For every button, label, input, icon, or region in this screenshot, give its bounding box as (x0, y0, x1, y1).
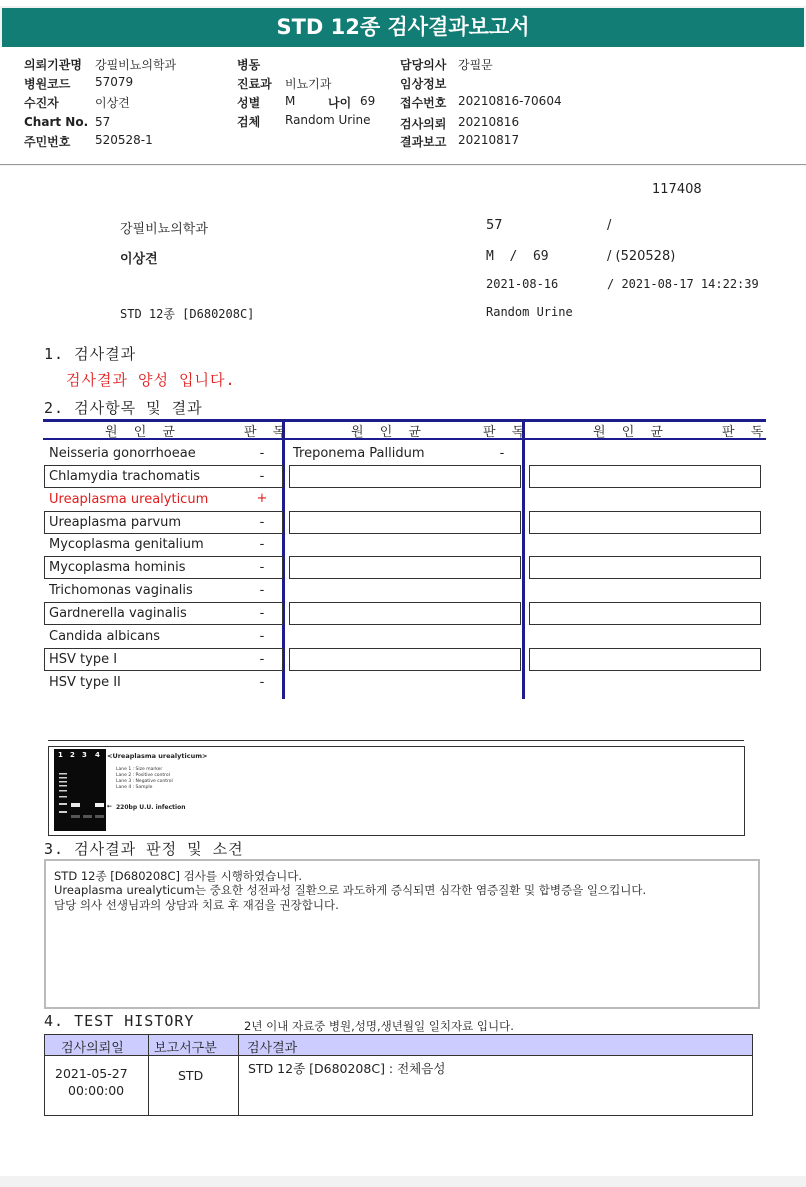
summary-test-name: STD 12종 [D680208C] (120, 307, 255, 321)
header-label: 성별 (237, 96, 261, 110)
gel-lane-label: 2 (70, 751, 75, 759)
history-row-type: STD (178, 1068, 204, 1083)
organism-result: - (259, 560, 265, 575)
header-label: 주민번호 (24, 135, 71, 149)
header-value: 520528-1 (95, 133, 153, 147)
summary-patient: 이상견 (120, 252, 158, 267)
gel-bands-graphic (54, 749, 106, 831)
gel-legend-line: Lane 4 : Sample (116, 785, 153, 790)
opinion-line: Ureaplasma urealyticum는 중요한 성전파성 질환으로 과도하게 증식되면 심각한 염증질환 및 합병증을 일으킵니다. (54, 883, 647, 897)
organism-result: - (259, 446, 265, 461)
header-value: 57079 (95, 75, 134, 89)
summary-hospital: 강필비뇨의학과 (120, 222, 208, 237)
gel-lane-label: 4 (95, 751, 100, 759)
summary-resident: / (520528) (607, 249, 676, 264)
organism-name: HSV type I (49, 652, 118, 667)
table-header-organism: 원 인 균 (593, 425, 669, 440)
organism-name: Ureaplasma parvum (49, 515, 182, 530)
header-value: 이상견 (95, 96, 130, 110)
header-value: 20210816 (458, 115, 520, 129)
history-row-date: 2021-05-27 (55, 1066, 128, 1081)
organism-result: - (259, 537, 265, 552)
organism-result: - (259, 515, 265, 530)
row-box (289, 465, 521, 488)
header-value: 69 (360, 94, 376, 108)
history-note: 2년 이내 자료중 병원,성명,생년월일 일치자료 입니다. (244, 1019, 514, 1033)
organism-name: Mycoplasma hominis (49, 560, 186, 575)
header-label: 검체 (237, 115, 261, 129)
gel-top-rule (48, 740, 744, 741)
section-4-title: 4. TEST HISTORY (44, 1012, 195, 1030)
report-header (0, 47, 806, 165)
row-box (289, 648, 521, 671)
organism-name: Chlamydia trachomatis (49, 469, 201, 484)
history-table-header (44, 1034, 753, 1056)
gel-lane-label: 3 (82, 751, 87, 759)
organism-name: Neisseria gonorrhoeae (49, 446, 196, 461)
top-strip (0, 0, 806, 6)
gel-lane-label: 1 (58, 751, 63, 759)
opinion-line: 담당 의사 선생님과의 상담과 치료 후 재검을 권장합니다. (54, 898, 339, 912)
header-value: 강필비뇨의학과 (95, 58, 177, 72)
row-box (529, 556, 761, 579)
header-value: 57 (95, 115, 111, 129)
table-header-organism: 원 인 균 (105, 425, 181, 440)
organism-result-positive: + (256, 491, 268, 506)
summary-sex-age: M / 69 (486, 249, 549, 264)
gel-electrophoresis-image (54, 749, 106, 831)
organism-name: Candida albicans (49, 629, 161, 644)
summary-report-datetime: / 2021-08-17 14:22:39 (607, 277, 759, 291)
history-header-type: 보고서구분 (154, 1041, 217, 1056)
gel-band-label: 220bp U.U. infection (116, 804, 186, 811)
header-label: 병원코드 (24, 77, 71, 91)
organism-result: - (259, 606, 265, 621)
report-title: STD 12종 검사결과보고서 (2, 8, 804, 47)
opinion-line: STD 12종 [D680208C] 검사를 시행하였습니다. (54, 869, 303, 883)
row-box (529, 648, 761, 671)
summary-chart: 57 (486, 218, 503, 233)
header-label: 접수번호 (400, 96, 447, 110)
row-box (529, 511, 761, 534)
row-box (289, 602, 521, 625)
header-label: 의뢰기관명 (24, 58, 82, 72)
table-header-organism: 원 인 균 (351, 425, 427, 440)
history-header-date: 검사의뢰일 (61, 1041, 124, 1056)
section-2-title: 2. 검사항목 및 결과 (44, 399, 203, 417)
gel-legend-line: Lane 3 : Negative control (116, 779, 173, 784)
organism-result: - (259, 629, 265, 644)
document-number: 117408 (652, 182, 702, 197)
history-row-result: STD 12종 [D680208C] : 전체음성 (248, 1061, 446, 1076)
header-label: 나이 (328, 96, 352, 110)
organism-name: HSV type II (49, 675, 121, 690)
header-label: 검사의뢰 (400, 117, 447, 131)
table-header-result: 판 독 (722, 425, 770, 440)
organism-name: Mycoplasma genitalium (49, 537, 204, 552)
header-value: M (285, 94, 296, 108)
header-value: 20210817 (458, 133, 520, 147)
summary-chart-slash: / (607, 218, 612, 233)
organism-result: - (499, 446, 505, 461)
history-header-result: 검사결과 (247, 1041, 298, 1056)
row-box (289, 556, 521, 579)
row-box (529, 465, 761, 488)
positive-result-text: 검사결과 양성 입니다. (66, 371, 236, 389)
header-label: 수진자 (24, 96, 59, 110)
table-header-result: 판 독 (244, 425, 292, 440)
organism-name-positive: Ureaplasma urealyticum (49, 492, 209, 507)
header-label: Chart No. (24, 115, 89, 129)
header-label: 병동 (237, 58, 261, 72)
summary-specimen: Random Urine (486, 305, 573, 319)
table-header-result: 판 독 (483, 425, 531, 440)
organism-result: - (259, 652, 265, 667)
organism-result: - (259, 583, 265, 598)
gel-legend-line: Lane 2 : Positive control (116, 773, 170, 778)
gel-title: <Ureaplasma urealyticum> (107, 752, 208, 760)
organism-name: Gardnerella vaginalis (49, 606, 187, 621)
header-value: 강필문 (458, 58, 493, 72)
header-value: 20210816-70604 (458, 94, 562, 108)
header-label: 진료과 (237, 77, 272, 91)
gel-band-arrow-icon: ← (107, 803, 113, 810)
header-label: 결과보고 (400, 135, 447, 149)
header-label: 임상정보 (400, 77, 447, 91)
summary-request-date: 2021-08-16 (486, 277, 559, 291)
organism-name: Trichomonas vaginalis (49, 583, 193, 598)
row-box (289, 511, 521, 534)
table-col-divider (522, 419, 525, 699)
header-value: 비뇨기과 (285, 77, 332, 91)
organism-result: - (259, 675, 265, 690)
row-box (529, 602, 761, 625)
section-3-title: 3. 검사결과 판정 및 소견 (44, 840, 244, 858)
section-1-title: 1. 검사결과 (44, 345, 137, 363)
header-value: Random Urine (285, 113, 371, 127)
history-row-time: 00:00:00 (68, 1083, 125, 1098)
gel-legend-line: Lane 1 : Size marker (116, 767, 163, 772)
organism-name: Treponema Pallidum (293, 446, 425, 461)
organism-result: - (259, 469, 265, 484)
header-label: 담당의사 (400, 58, 447, 72)
